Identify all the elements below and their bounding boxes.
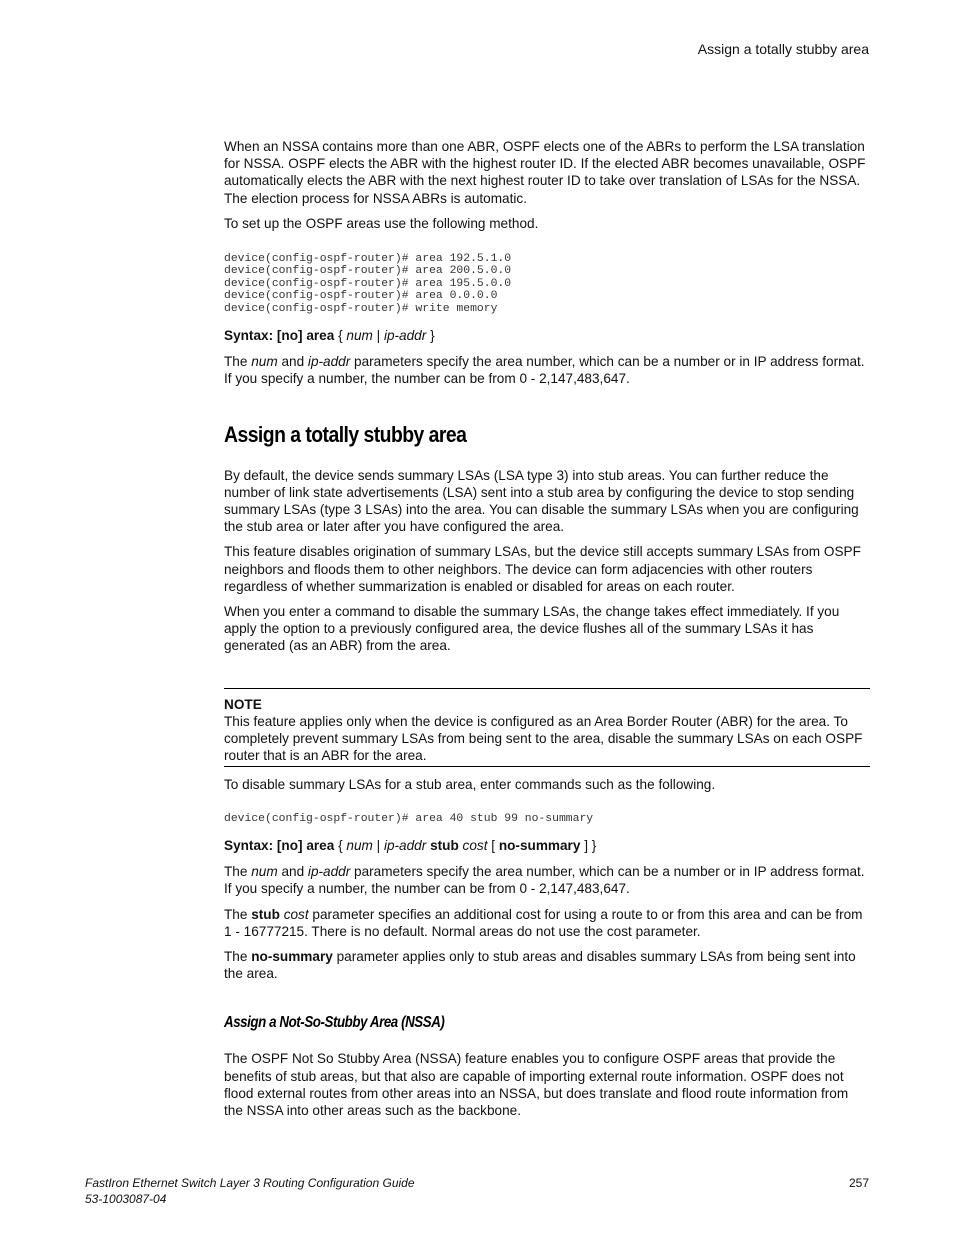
intro-paragraph-nssa-abr: When an NSSA contains more than one ABR, OSPF elects one of the ABRs to perform the LSA translation for NSSA. OSPF elects the ABR with the highest router ID. If the elected ABR becomes unavailable, OSPF automatically elects the ABR with the next highest router ID to take over translation of LSAs for the NSSA. The election process for NSSA ABRs is automatic. <box>224 139 866 206</box>
text-fragment: and <box>281 354 305 370</box>
syntax-param-ipaddr: ip-addr <box>383 328 427 344</box>
text-fragment: The <box>224 948 248 964</box>
syntax-keyword-stub: stub <box>430 837 459 853</box>
text-fragment: parameter specifies an additional cost for using a route to or from this area and can be from 1 - 16777215. There is no default. Normal areas do not use the cost parameter. <box>224 906 863 939</box>
text-fragment: The <box>224 354 248 370</box>
note-box <box>224 688 870 768</box>
subsection-paragraph-nssa: The OSPF Not So Stubby Area (NSSA) feature enables you to configure OSPF areas that provide the benefits of stub areas, but that also are capable of importing external route information. OSPF does not flood external routes from other areas into an NSSA, but does translate and flood route information from the NSSA into other areas such as the backbone. <box>224 1051 849 1118</box>
param-cost: cost <box>283 906 309 922</box>
syntax-param-num: num <box>346 837 373 853</box>
page-content <box>224 138 870 1127</box>
page-footer <box>85 1175 869 1207</box>
text-fragment: parameter applies only to stub areas and disables summary LSAs from being sent into the area. <box>224 948 856 982</box>
footer-guide-title: FastIron Ethernet Switch Layer 3 Routing Configuration Guide <box>85 1176 415 1190</box>
section-paragraph-disable: To disable summary LSAs for a stub area, enter commands such as the following. <box>224 777 716 793</box>
text-fragment: and <box>281 864 305 880</box>
syntax-area <box>224 327 870 344</box>
param-num: num <box>251 864 278 880</box>
syntax-label: Syntax: [no] area <box>224 837 335 853</box>
syntax-pipe: | <box>376 837 381 853</box>
intro-paragraph-method: To set up the OSPF areas use the following method. <box>224 215 539 231</box>
code-line: device(config-ospf-router)# area 192.5.1.0 <box>224 253 512 266</box>
code-block-stub <box>224 813 870 825</box>
subsection-heading-nssa: Assign a Not-So-Stubby Area (NSSA) <box>224 1014 445 1032</box>
section-paragraph-default: By default, the device sends summary LSAs (LSA type 3) into stub areas. You can further reduce the number of link state advertisements (LSA) sent into a stub area by configuring the device to stop sending summary LSAs (type 3 LSAs) into the area. You can disable the summary LSAs when you are configuring the stub area or later after you have configured the area. <box>224 467 859 535</box>
syntax-pipe: | <box>376 328 381 344</box>
code-line: device(config-ospf-router)# area 0.0.0.0 <box>224 290 498 303</box>
syntax-keyword-nosummary: no-summary <box>498 837 581 853</box>
code-line: device(config-ospf-router)# write memory <box>224 302 498 315</box>
param-ipaddr: ip-addr <box>307 864 351 880</box>
footer-page-number: 257 <box>848 1176 869 1190</box>
section-paragraph-stub-cost <box>224 906 870 940</box>
syntax-param-cost: cost <box>462 837 488 853</box>
keyword-nosummary: no-summary <box>251 948 333 964</box>
code-line: device(config-ospf-router)# area 40 stub 99 no-summary <box>224 812 594 825</box>
text-fragment: parameters specify the area number, which can be a number or in IP address format. If you specify a number, the number can be from 0 - 2,147,483,647. <box>224 864 865 897</box>
text-fragment: The <box>224 864 248 880</box>
section-paragraph-nosummary <box>224 948 870 982</box>
param-ipaddr: ip-addr <box>307 354 351 370</box>
syntax-label: Syntax: [no] area <box>224 328 335 344</box>
intro-paragraph-params <box>224 353 870 387</box>
code-line: device(config-ospf-router)# area 195.5.0.0 <box>224 277 512 290</box>
syntax-bracket: [ <box>491 837 496 853</box>
syntax-param-ipaddr: ip-addr <box>383 837 427 853</box>
section-paragraph-command: When you enter a command to disable the summary LSAs, the change takes effect immediately. If you apply the option to a previously configured area, the device flushes all of the summary LSAs it has generated (as an ABR) from the area. <box>224 604 840 654</box>
code-block-areas <box>224 253 870 315</box>
syntax-param-num: num <box>346 328 373 344</box>
note-label: NOTE <box>224 696 262 712</box>
syntax-brace: ] } <box>584 837 597 853</box>
footer-doc-number: 53-1003087-04 <box>85 1192 167 1206</box>
syntax-brace: { <box>338 328 343 344</box>
section-paragraph-feature: This feature disables origination of summary LSAs, but the device still accepts summary LSAs from OSPF neighbors and floods them to other neighbors. The device can form adjacencies with other routers regardless of whether summarization is enabled or disabled for areas on each router. <box>224 544 861 594</box>
syntax-brace: { <box>338 837 343 853</box>
section-paragraph-params <box>224 863 870 897</box>
section-heading-totally-stubby: Assign a totally stubby area <box>224 421 467 447</box>
text-fragment: parameters specify the area number, which can be a number or in IP address format. If you specify a number, the number can be from 0 - 2,147,483,647. <box>224 354 865 387</box>
note-text: This feature applies only when the device is configured as an Area Border Router (ABR) for the area. To completely prevent summary LSAs from being sent to the area, disable the summary LSAs on each OSPF router that is an ABR for the area. <box>224 713 863 764</box>
code-line: device(config-ospf-router)# area 200.5.0.0 <box>224 265 512 278</box>
syntax-brace: } <box>430 328 435 344</box>
syntax-area-stub <box>224 837 870 854</box>
param-num: num <box>251 354 278 370</box>
text-fragment: The <box>224 906 248 922</box>
running-header-title: Assign a totally stubby area <box>697 41 869 57</box>
keyword-stub: stub <box>251 906 280 922</box>
